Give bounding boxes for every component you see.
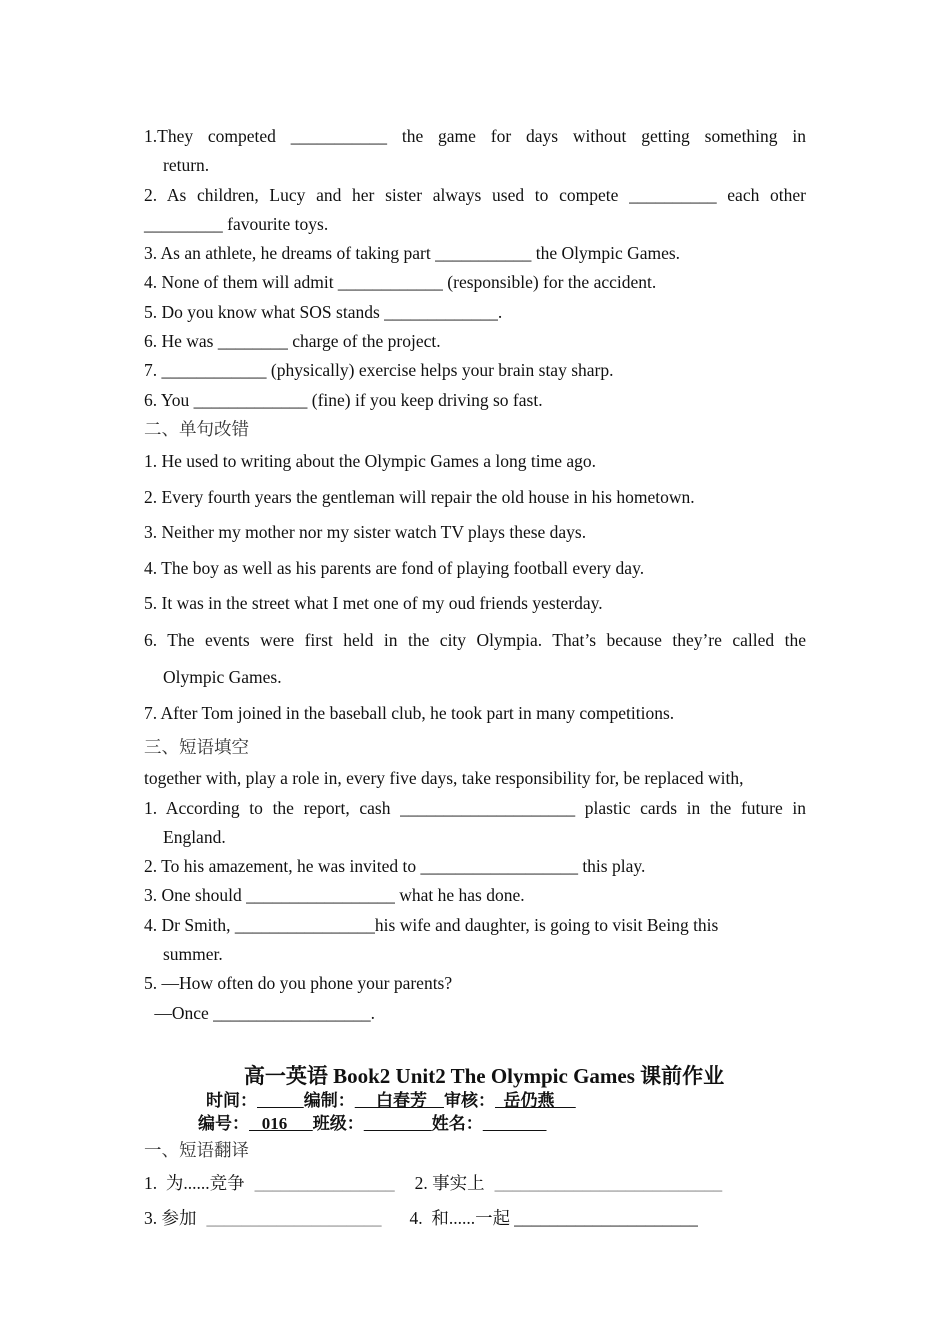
editor-label: 编制： xyxy=(303,1090,355,1110)
editor-value: 白春芳 xyxy=(354,1090,444,1110)
phrase-item-5-answer: —Once __________________. xyxy=(150,1002,376,1023)
name-blank xyxy=(483,1114,547,1133)
spacer xyxy=(144,1028,806,1063)
class-blank xyxy=(364,1114,432,1133)
translate-item-1-blank: ________________ xyxy=(254,1172,395,1193)
worksheet-page xyxy=(144,122,806,1236)
reviewer-label: 审核： xyxy=(444,1090,495,1110)
time-blank xyxy=(257,1091,304,1110)
fill-item-3: 3. As an athlete, he dreams of taking part ___________ the Olympic Games. xyxy=(144,243,681,264)
fill-in-section xyxy=(144,122,806,415)
page-title: 高一英语 Book2 Unit2 The Olympic Games 课前作业 xyxy=(243,1063,725,1088)
fill-item-1: 1.They competed ___________ the game for days without getting something in xyxy=(144,126,806,146)
phrase-item-4-cont: summer. xyxy=(163,944,223,965)
fill-item-2: 2. As children, Lucy and her sister always used to compete __________ each other xyxy=(144,184,806,205)
section-heading: 三、短语填空 xyxy=(144,737,249,758)
worksheet-header xyxy=(144,1063,806,1135)
correction-item-4: 4. The boy as well as his parents are fond of playing football every day. xyxy=(144,557,645,578)
correction-section xyxy=(144,415,806,731)
translate-item-2-blank: __________________________ xyxy=(494,1172,723,1193)
translate-item-4-blank: _____________________ xyxy=(514,1207,698,1228)
translate-section xyxy=(144,1135,806,1236)
phrase-item-4: 4. Dr Smith, ________________his wife and daughter, is going to visit Being this xyxy=(144,914,719,935)
class-label: 班级： xyxy=(312,1113,364,1133)
fill-item-1-cont: return. xyxy=(163,155,210,176)
phrase-item-2: 2. To his amazement, he was invited to __________________ this play. xyxy=(144,856,646,877)
correction-item-6-cont: Olympic Games. xyxy=(163,666,282,687)
translate-item-2-label: 2. 事实上 xyxy=(414,1172,485,1193)
meta-row-2 xyxy=(144,1112,806,1135)
correction-item-2: 2. Every fourth years the gentleman will repair the old house in his hometown. xyxy=(144,486,695,507)
section-heading: 一、短语翻译 xyxy=(144,1139,249,1160)
translate-item-1-label: 1. 为......竞争 xyxy=(144,1172,245,1193)
fill-item-7: 7. ____________ (physically) exercise helps your brain stay sharp. xyxy=(144,360,614,381)
fill-item-2-cont: _________ favourite toys. xyxy=(144,213,329,234)
number-label: 编号： xyxy=(198,1113,249,1133)
phrase-item-3: 3. One should _________________ what he has done. xyxy=(144,885,525,906)
fill-item-5: 5. Do you know what SOS stands _____________. xyxy=(144,301,503,322)
fill-item-4: 4. None of them will admit ____________ (responsible) for the accident. xyxy=(144,272,657,293)
section-heading: 二、单句改错 xyxy=(144,418,249,439)
translate-item-3-label: 3. 参加 xyxy=(144,1207,197,1228)
phrase-section xyxy=(144,731,806,1028)
number-value: 016 xyxy=(249,1113,313,1133)
meta-row-1 xyxy=(144,1089,806,1112)
translate-item-3-blank: ____________________ xyxy=(206,1207,382,1228)
word-bank: together with, play a role in, every five days, take responsibility for, be replaced with, xyxy=(144,768,744,789)
correction-item-7: 7. After Tom joined in the baseball club, he took part in many competitions. xyxy=(144,702,675,723)
reviewer-value: 岳仍燕 xyxy=(495,1090,576,1110)
name-label: 姓名： xyxy=(431,1113,483,1133)
correction-item-6: 6. The events were first held in the city Olympia. That’s because they’re called the xyxy=(144,629,806,650)
translate-item-4-label: 4. 和......一起 xyxy=(409,1207,511,1228)
translate-row-2 xyxy=(144,1201,806,1236)
phrase-item-1: 1. According to the report, cash ____________________ plastic cards in the future in xyxy=(144,797,806,818)
correction-item-1: 1. He used to writing about the Olympic Games a long time ago. xyxy=(144,451,596,472)
fill-item-6: 6. He was ________ charge of the project. xyxy=(144,331,441,352)
phrase-item-1-cont: England. xyxy=(163,826,226,847)
phrase-item-5: 5. —How often do you phone your parents? xyxy=(144,973,453,994)
correction-item-3: 3. Neither my mother nor my sister watch TV plays these days. xyxy=(144,522,587,543)
translate-row-1 xyxy=(144,1166,806,1201)
time-label: 时间： xyxy=(206,1090,257,1110)
correction-item-5: 5. It was in the street what I met one of my oud friends yesterday. xyxy=(144,593,603,614)
fill-item-8: 6. You _____________ (fine) if you keep driving so fast. xyxy=(144,389,543,410)
